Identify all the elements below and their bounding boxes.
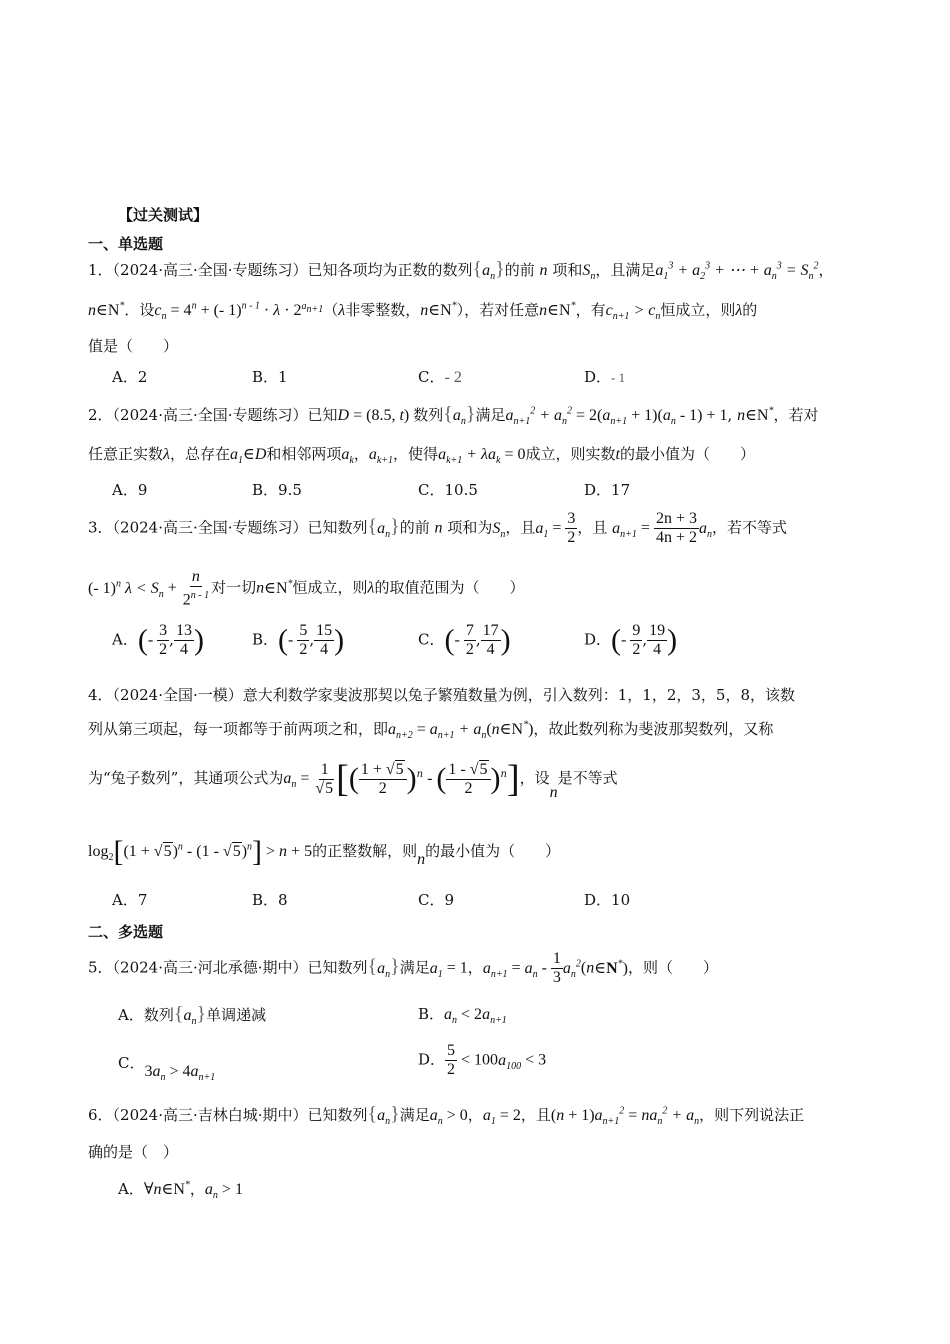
q5-option-b[interactable]: B．$a_n < 2a_{n+1}$ <box>418 1005 507 1027</box>
q1-line1: 1．（2024·高三·全国·专题练习）已知各项均为正数的数列$\{a_n\}$的前 n 项和$S_n$，且满足$a_1^3 + a_2^3$ + ⋯ + $a_n^3 = S_n^2$， <box>88 258 834 283</box>
section-single-choice: 一、单选题 <box>88 235 164 253</box>
q4-line2: 列从第三项起，每一项都等于前两项之和，即$a_{n+2} = a_{n+1}$ + $a_n(n\in N^*)$，故此数列称为斐波那契数列，又称 <box>88 719 774 742</box>
q1-line3: 值是（ ） <box>88 337 179 355</box>
q4-option-b[interactable]: B．8 <box>252 891 288 909</box>
q2-line2: 任意正实数λ，总存在$a_1\in D$和相邻两项$a_k$，$a_{k+1}$，使得$a_{k+1} + \lambda a_k = 0$成立，则实数t的最小值为（ ） <box>88 445 755 467</box>
q4-line1: 4．（2024·全国·一模）意大利数学家斐波那契以兔子繁殖数量为例，引入数列：1，1，2，3，5，8，该数 <box>88 686 796 704</box>
section-multiple-choice: 二、多选题 <box>88 923 164 941</box>
q6-option-a[interactable]: A．∀n∈N*，$a_n > 1$ <box>118 1179 243 1202</box>
q4-option-c[interactable]: C．9 <box>418 891 455 909</box>
q5-option-d[interactable]: D． $\frac{5}{2}$ < $100a_{100} < 3$ <box>418 1042 547 1078</box>
q4-line3: 为“兔子数列”，其通项公式为$a_n$ = $\frac{1}{√5}$ [( $\frac{1 + √5}{2}$ )$^n$ - ( $\frac{1 - √5}{2}$ )$^n$]，设n是不等式 <box>88 758 618 801</box>
q3-line1: 3．（2024·高三·全国·专题练习）已知数列$\{a_n\}$的前 n 项和为$S_n$，且$a_1$ = $\frac{3}{2}$ ，且 $a_{n+1}$ = $\frac{2n + 3}{4n + 2}$ $a_n$，若不等式 <box>88 510 787 546</box>
q2-option-c[interactable]: C．10.5 <box>418 481 478 499</box>
q3-line2: (- 1)$^n$ $\lambda < S_n$ + $\frac{n}{2^{n - 1}}$ 对一切n∈N*恒成立，则λ的取值范围为（ ） <box>88 568 525 609</box>
q2-option-a[interactable]: A．9 <box>112 481 148 499</box>
q1-line2: n∈N*．设$c_n = 4^n$ + (- $1)^{n - 1} \cdot \lambda \cdot 2^{a_{n+1}}(\lambda$非零整数，n∈N*），若对任意n∈N*，有$c_{n+1} > c_n$恒成立，则λ的 <box>88 300 758 323</box>
q1-option-d[interactable]: D．- 1 <box>584 368 626 386</box>
q3-option-b[interactable]: B．(- $\frac{5}{2}$ , $\frac{15}{4}$ ) <box>252 622 345 658</box>
q5-line1: 5．（2024·高三·河北承德·期中）已知数列$\{a_n\}$满足$a_1 = 1$，$a_{n+1} = a_n$ - $\frac{1}{3}$ $a_n^2(n\in N^*)$，则（ ） <box>88 950 718 986</box>
q1-option-c[interactable]: C．- 2 <box>418 368 462 386</box>
q2-option-d[interactable]: D．17 <box>584 481 631 499</box>
q4-line4: $\log_2[(1 + √5)^n - (1 - √5)^n] > n + 5$的正整数解，则n的最小值为（ ） <box>88 835 561 868</box>
q4-option-a[interactable]: A．7 <box>112 891 148 909</box>
q3-option-a[interactable]: A．(- $\frac{3}{2}$ , $\frac{13}{4}$ ) <box>112 622 204 658</box>
q6-line2: 确的是（ ） <box>88 1143 179 1161</box>
q3-option-c[interactable]: C．(- $\frac{7}{2}$ , $\frac{17}{4}$ ) <box>418 622 511 658</box>
q1-option-a[interactable]: A．2 <box>112 368 148 386</box>
section-test-heading: 【过关测试】 <box>118 206 209 224</box>
q6-line1: 6．（2024·高三·吉林白城·期中）已知数列$\{a_n\}$满足$a_n > 0$，$a_1 = 2$，且$(n + 1)a_{n+1}^2 = na_n^2 + a_n$，则下列说法正 <box>88 1103 805 1128</box>
q5-option-a[interactable]: A．数列$\{a_n\}$单调递减 <box>118 1003 267 1028</box>
q5-option-c[interactable]: C．$3a_n > 4a_{n+1}$ <box>118 1054 216 1084</box>
q2-option-b[interactable]: B．9.5 <box>252 481 302 499</box>
q3-option-d[interactable]: D．(- $\frac{9}{2}$ , $\frac{19}{4}$ ) <box>584 622 678 658</box>
q2-line1: 2．（2024·高三·全国·专题练习）已知D = (8.5, t) 数列$\{a_n\}$满足$a_{n+1}^2 + a_n^2 = 2(a_{n+1} + 1)(a_n - 1) + 1$, n∈N*，若对 <box>88 403 819 428</box>
q4-option-d[interactable]: D．10 <box>584 891 631 909</box>
q1-option-b[interactable]: B．1 <box>252 368 288 386</box>
